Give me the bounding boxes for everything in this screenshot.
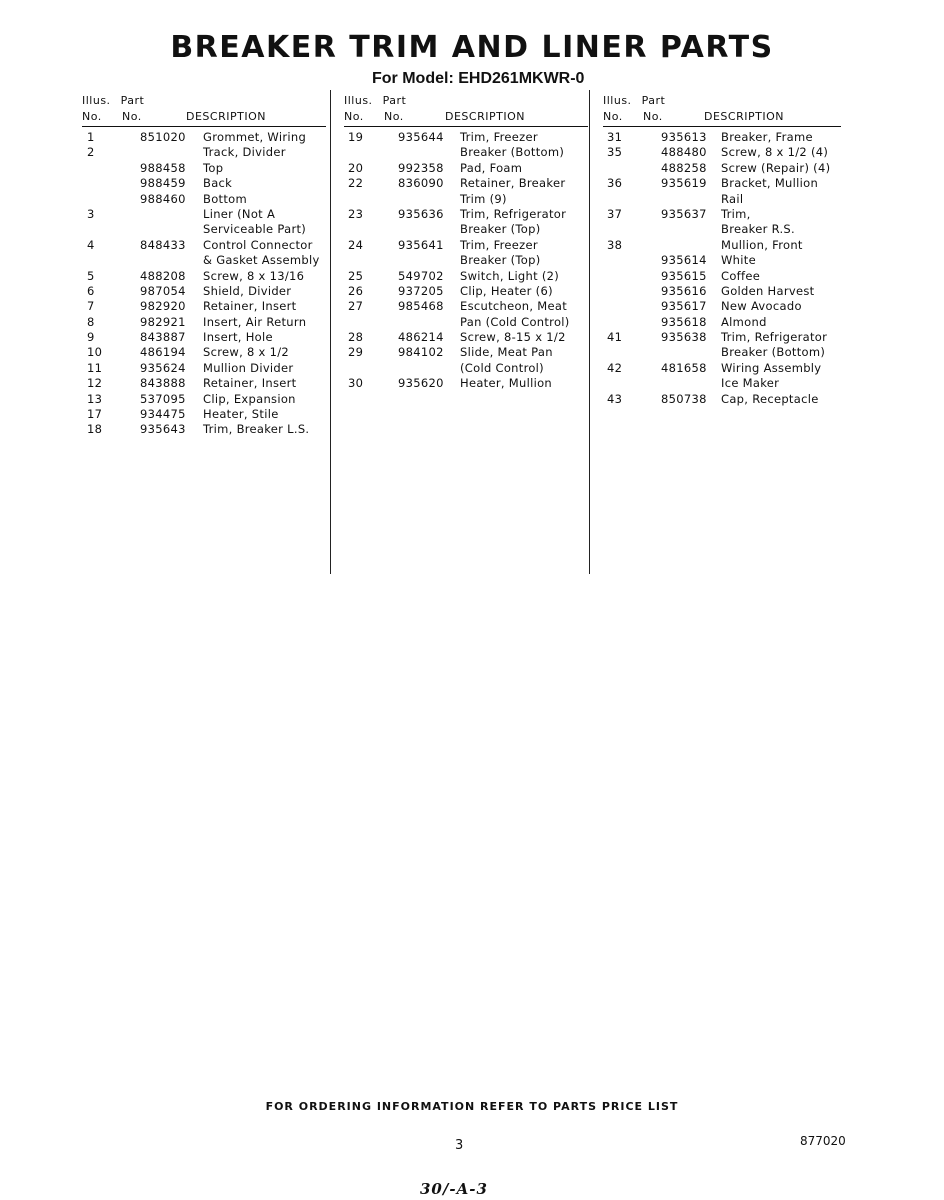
table-row bbox=[82, 145, 326, 160]
header-rule bbox=[82, 126, 326, 127]
parts-column-1 bbox=[82, 92, 326, 438]
parts-rows bbox=[603, 130, 841, 407]
table-row bbox=[82, 253, 326, 268]
part-description: Escutcheon, Meat bbox=[460, 299, 568, 314]
illus-number: 22 bbox=[348, 176, 364, 191]
part-number: 843888 bbox=[140, 376, 186, 391]
header-illus-no: No. bbox=[344, 110, 364, 123]
table-row bbox=[603, 392, 841, 407]
table-row bbox=[603, 299, 841, 314]
header-illus: Illus. bbox=[603, 94, 632, 107]
part-description: Liner (Not A bbox=[203, 206, 276, 221]
illus-number: 25 bbox=[348, 268, 364, 283]
part-number: 935643 bbox=[140, 422, 186, 437]
part-number: 935644 bbox=[398, 130, 444, 144]
table-row bbox=[82, 207, 326, 222]
part-description: Trim, Breaker L.S. bbox=[203, 422, 310, 437]
part-description: Retainer, Insert bbox=[203, 299, 297, 314]
part-number: 537095 bbox=[140, 391, 186, 406]
part-description: Trim, Freezer bbox=[460, 237, 538, 252]
table-row bbox=[344, 376, 588, 391]
table-row bbox=[603, 192, 841, 207]
part-description: Retainer, Breaker bbox=[460, 176, 566, 191]
illus-number: 29 bbox=[348, 345, 364, 360]
illus-number: 30 bbox=[348, 376, 364, 391]
part-description: Mullion Divider bbox=[203, 360, 294, 375]
part-description: Slide, Meat Pan bbox=[460, 345, 553, 360]
illus-number: 43 bbox=[607, 391, 623, 406]
illus-number: 7 bbox=[87, 299, 95, 314]
part-description: Cap, Receptacle bbox=[721, 391, 819, 406]
part-number: 935613 bbox=[661, 130, 707, 144]
table-row bbox=[82, 130, 326, 145]
header-part-no: No. bbox=[384, 110, 404, 123]
table-row bbox=[82, 392, 326, 407]
illus-number: 10 bbox=[87, 345, 103, 360]
illus-number: 11 bbox=[87, 360, 103, 375]
part-number: 937205 bbox=[398, 283, 444, 298]
header-part: Part bbox=[641, 94, 666, 107]
table-row bbox=[82, 176, 326, 191]
table-row bbox=[603, 145, 841, 160]
part-description: Screw (Repair) (4) bbox=[721, 160, 831, 175]
illus-number: 24 bbox=[348, 237, 364, 252]
part-description: Back bbox=[203, 176, 233, 191]
illus-number: 9 bbox=[87, 330, 95, 345]
part-number: 549702 bbox=[398, 268, 444, 283]
part-description: Trim, Freezer bbox=[460, 130, 538, 144]
table-row bbox=[603, 130, 841, 145]
part-number: 488208 bbox=[140, 268, 186, 283]
part-description: New Avocado bbox=[721, 299, 802, 314]
part-number: 935641 bbox=[398, 237, 444, 252]
page-number: 3 bbox=[455, 1138, 464, 1153]
header-rule bbox=[344, 126, 588, 127]
table-row bbox=[603, 238, 841, 253]
part-description: Coffee bbox=[721, 268, 761, 283]
column-header bbox=[82, 92, 326, 128]
illus-number: 28 bbox=[348, 330, 364, 345]
part-description: Screw, 8 x 13/16 bbox=[203, 268, 305, 283]
header-part: Part bbox=[382, 94, 407, 107]
illus-number: 12 bbox=[87, 376, 103, 391]
illus-number: 31 bbox=[607, 130, 623, 144]
column-header bbox=[603, 92, 841, 128]
table-row bbox=[603, 269, 841, 284]
table-row bbox=[344, 315, 588, 330]
header-part: Part bbox=[120, 94, 145, 107]
table-row bbox=[603, 207, 841, 222]
part-description: White bbox=[721, 253, 756, 268]
part-description: Breaker (Top) bbox=[460, 253, 541, 268]
part-number: 486194 bbox=[140, 345, 186, 360]
part-description: Clip, Expansion bbox=[203, 391, 296, 406]
illus-number: 1 bbox=[87, 130, 95, 144]
part-description: Top bbox=[203, 160, 224, 175]
part-description: Trim, bbox=[721, 206, 751, 221]
header-description: DESCRIPTION bbox=[186, 110, 266, 123]
table-row bbox=[344, 253, 588, 268]
table-row bbox=[82, 345, 326, 360]
illus-number: 17 bbox=[87, 407, 103, 422]
part-description: Breaker (Top) bbox=[460, 222, 541, 237]
header-illus-no: No. bbox=[82, 110, 102, 123]
part-description: Serviceable Part) bbox=[203, 222, 307, 237]
table-row bbox=[603, 330, 841, 345]
table-row bbox=[603, 222, 841, 237]
part-number: 992358 bbox=[398, 160, 444, 175]
illus-number: 20 bbox=[348, 160, 364, 175]
table-row bbox=[344, 145, 588, 160]
part-number: 982920 bbox=[140, 299, 186, 314]
table-row bbox=[344, 222, 588, 237]
table-row bbox=[603, 315, 841, 330]
table-row bbox=[82, 315, 326, 330]
part-description: Switch, Light (2) bbox=[460, 268, 560, 283]
table-row bbox=[82, 422, 326, 437]
table-row bbox=[82, 222, 326, 237]
part-description: Insert, Hole bbox=[203, 330, 273, 345]
part-description: Pad, Foam bbox=[460, 160, 523, 175]
illus-number: 8 bbox=[87, 314, 95, 329]
part-number: 935614 bbox=[661, 253, 707, 268]
part-description: (Cold Control) bbox=[460, 360, 544, 375]
illus-number: 13 bbox=[87, 391, 103, 406]
table-row bbox=[603, 361, 841, 376]
illus-number: 5 bbox=[87, 268, 95, 283]
document-number: 877020 bbox=[800, 1134, 846, 1148]
part-description: Heater, Mullion bbox=[460, 376, 553, 391]
part-description: Shield, Divider bbox=[203, 283, 292, 298]
part-number: 987054 bbox=[140, 283, 186, 298]
part-description: & Gasket Assembly bbox=[203, 253, 320, 268]
table-row bbox=[344, 345, 588, 360]
illus-number: 6 bbox=[87, 283, 95, 298]
part-number: 988460 bbox=[140, 191, 186, 206]
illus-number: 37 bbox=[607, 206, 623, 221]
handwritten-note: 30/-A-3 bbox=[420, 1180, 488, 1198]
part-description: Trim, Refrigerator bbox=[460, 206, 567, 221]
table-row bbox=[344, 330, 588, 345]
illus-number: 18 bbox=[87, 422, 103, 437]
part-description: Bracket, Mullion bbox=[721, 176, 819, 191]
table-row bbox=[603, 345, 841, 360]
model-line: For Model: EHD261MKWR-0 bbox=[372, 70, 585, 87]
part-number: 988459 bbox=[140, 176, 186, 191]
table-row bbox=[344, 130, 588, 145]
part-number: 851020 bbox=[140, 130, 186, 144]
part-description: Grommet, Wiring bbox=[203, 130, 307, 144]
header-part-no: No. bbox=[122, 110, 142, 123]
part-description: Pan (Cold Control) bbox=[460, 314, 570, 329]
table-row bbox=[603, 284, 841, 299]
part-description: Ice Maker bbox=[721, 376, 780, 391]
part-number: 935616 bbox=[661, 283, 707, 298]
illus-number: 42 bbox=[607, 360, 623, 375]
table-row bbox=[344, 361, 588, 376]
part-description: Golden Harvest bbox=[721, 283, 815, 298]
part-number: 488258 bbox=[661, 160, 707, 175]
illus-number: 19 bbox=[348, 130, 364, 144]
table-row bbox=[344, 238, 588, 253]
part-number: 488480 bbox=[661, 145, 707, 160]
illus-number: 2 bbox=[87, 145, 95, 160]
part-description: Breaker (Bottom) bbox=[721, 345, 826, 360]
part-description: Almond bbox=[721, 314, 767, 329]
part-number: 935636 bbox=[398, 206, 444, 221]
illus-number: 4 bbox=[87, 237, 95, 252]
part-number: 985468 bbox=[398, 299, 444, 314]
table-row bbox=[344, 161, 588, 176]
part-number: 935617 bbox=[661, 299, 707, 314]
table-row bbox=[603, 176, 841, 191]
illus-number: 41 bbox=[607, 330, 623, 345]
part-number: 850738 bbox=[661, 391, 707, 406]
illus-number: 36 bbox=[607, 176, 623, 191]
part-description: Retainer, Insert bbox=[203, 376, 297, 391]
illus-number: 23 bbox=[348, 206, 364, 221]
part-number: 988458 bbox=[140, 160, 186, 175]
part-number: 486214 bbox=[398, 330, 444, 345]
table-row bbox=[82, 269, 326, 284]
part-description: Heater, Stile bbox=[203, 407, 279, 422]
column-divider-1 bbox=[330, 90, 331, 574]
table-row bbox=[344, 192, 588, 207]
part-number: 984102 bbox=[398, 345, 444, 360]
part-number: 935624 bbox=[140, 360, 186, 375]
part-description: Screw, 8 x 1/2 (4) bbox=[721, 145, 829, 160]
header-rule bbox=[603, 126, 841, 127]
part-description: Mullion, Front bbox=[721, 237, 803, 252]
table-row bbox=[603, 376, 841, 391]
header-illus-no: No. bbox=[603, 110, 623, 123]
table-row bbox=[603, 161, 841, 176]
table-row bbox=[603, 253, 841, 268]
part-description: Wiring Assembly bbox=[721, 360, 822, 375]
part-number: 934475 bbox=[140, 407, 186, 422]
part-description: Breaker (Bottom) bbox=[460, 145, 565, 160]
table-row bbox=[344, 207, 588, 222]
illus-number: 35 bbox=[607, 145, 623, 160]
column-header bbox=[344, 92, 588, 128]
table-row bbox=[82, 192, 326, 207]
header-part-no: No. bbox=[643, 110, 663, 123]
table-row bbox=[344, 299, 588, 314]
part-number: 848433 bbox=[140, 237, 186, 252]
parts-rows bbox=[82, 130, 326, 438]
part-description: Insert, Air Return bbox=[203, 314, 307, 329]
illus-number: 27 bbox=[348, 299, 364, 314]
illus-number: 26 bbox=[348, 283, 364, 298]
part-description: Breaker R.S. bbox=[721, 222, 795, 237]
table-row bbox=[82, 299, 326, 314]
header-description: DESCRIPTION bbox=[704, 110, 784, 123]
table-row bbox=[82, 361, 326, 376]
part-number: 935615 bbox=[661, 268, 707, 283]
table-row bbox=[82, 376, 326, 391]
part-number: 935620 bbox=[398, 376, 444, 391]
header-illus: Illus. bbox=[82, 94, 111, 107]
column-divider-2 bbox=[589, 90, 590, 574]
table-row bbox=[82, 407, 326, 422]
table-row bbox=[82, 238, 326, 253]
page-title: BREAKER TRIM AND LINER PARTS bbox=[170, 30, 774, 65]
parts-column-2 bbox=[344, 92, 588, 392]
header-description: DESCRIPTION bbox=[445, 110, 525, 123]
part-description: Track, Divider bbox=[203, 145, 286, 160]
part-number: 481658 bbox=[661, 360, 707, 375]
table-row bbox=[82, 330, 326, 345]
part-description: Screw, 8-15 x 1/2 bbox=[460, 330, 566, 345]
part-description: Trim, Refrigerator bbox=[721, 330, 828, 345]
part-number: 935637 bbox=[661, 206, 707, 221]
ordering-info-footer: FOR ORDERING INFORMATION REFER TO PARTS PRICE LIST bbox=[265, 1100, 679, 1113]
part-number: 836090 bbox=[398, 176, 444, 191]
parts-rows bbox=[344, 130, 588, 392]
table-row bbox=[82, 161, 326, 176]
header-illus: Illus. bbox=[344, 94, 373, 107]
table-row bbox=[344, 176, 588, 191]
part-number: 935618 bbox=[661, 314, 707, 329]
part-description: Rail bbox=[721, 191, 744, 206]
parts-column-3 bbox=[603, 92, 841, 407]
table-row bbox=[82, 284, 326, 299]
part-description: Breaker, Frame bbox=[721, 130, 813, 144]
table-row bbox=[344, 284, 588, 299]
part-number: 982921 bbox=[140, 314, 186, 329]
part-description: Trim (9) bbox=[460, 191, 507, 206]
part-number: 843887 bbox=[140, 330, 186, 345]
table-row bbox=[344, 269, 588, 284]
illus-number: 38 bbox=[607, 237, 623, 252]
part-description: Bottom bbox=[203, 191, 247, 206]
part-number: 935638 bbox=[661, 330, 707, 345]
part-description: Screw, 8 x 1/2 bbox=[203, 345, 290, 360]
illus-number: 3 bbox=[87, 206, 95, 221]
part-number: 935619 bbox=[661, 176, 707, 191]
part-description: Clip, Heater (6) bbox=[460, 283, 553, 298]
part-description: Control Connector bbox=[203, 237, 313, 252]
